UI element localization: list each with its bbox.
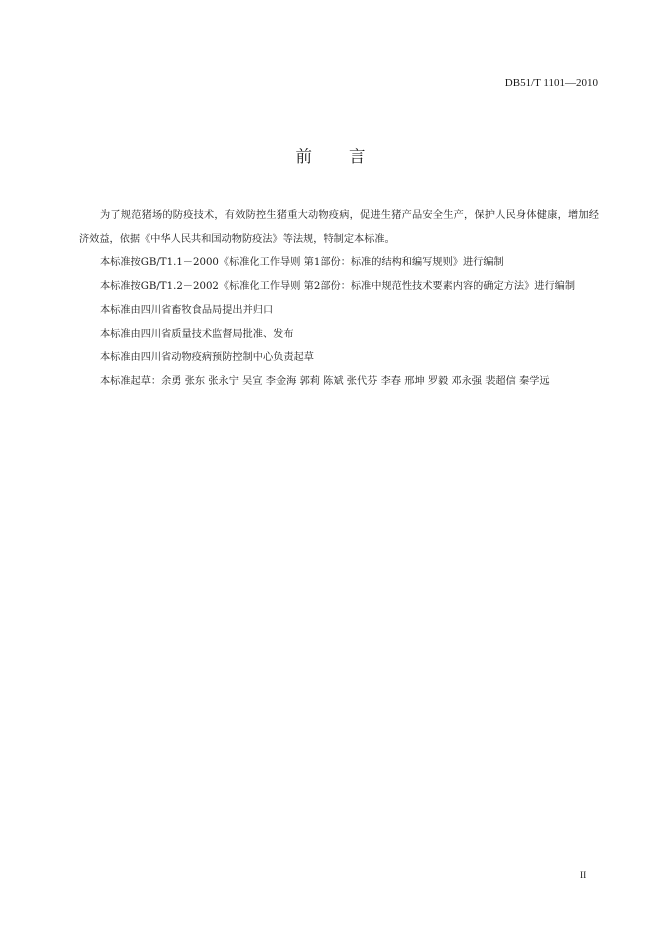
paragraph-approver: 本标准由四川省质量技术监督局批准、发布 [100,328,294,340]
paragraph-drafting-unit: 本标准由四川省动物疫病预防控制中心负责起草 [100,352,314,364]
paragraph-drafters: 本标准起草：余勇 张东 张永宁 吴宣 李金海 郭莉 陈斌 张代芬 李春 邢坤 罗毅 邓永强 裴超信 秦学远 [100,375,550,387]
paragraph-gb-t1-2: 本标准按GB/T1.2－2002《标准化工作导则 第2部份：标准中规范性技术要素内容的确定方法》进行编制 [100,281,576,293]
paragraph-proposer: 本标准由四川省畜牧食品局提出并归口 [100,304,274,316]
page-title [0,143,662,167]
foreword-body [79,204,599,394]
standard-code: DB51/T 1101—2010 [504,77,598,89]
title-char-1: 前 [295,147,313,166]
page-number: II [580,871,587,881]
paragraph-gb-t1-1: 本标准按GB/T1.1－2000《标准化工作导则 第1部份：标准的结构和编写规则》进行编制 [100,257,504,269]
title-char-2: 言 [349,147,367,166]
paragraph-purpose: 为了规范猪场的防疫技术，有效防控生猪重大动物疫病，促进生猪产品安全生产，保护人民身体健康，增加经济效益，依据《中华人民共和国动物防疫法》等法规，特制定本标准。 [79,210,599,245]
